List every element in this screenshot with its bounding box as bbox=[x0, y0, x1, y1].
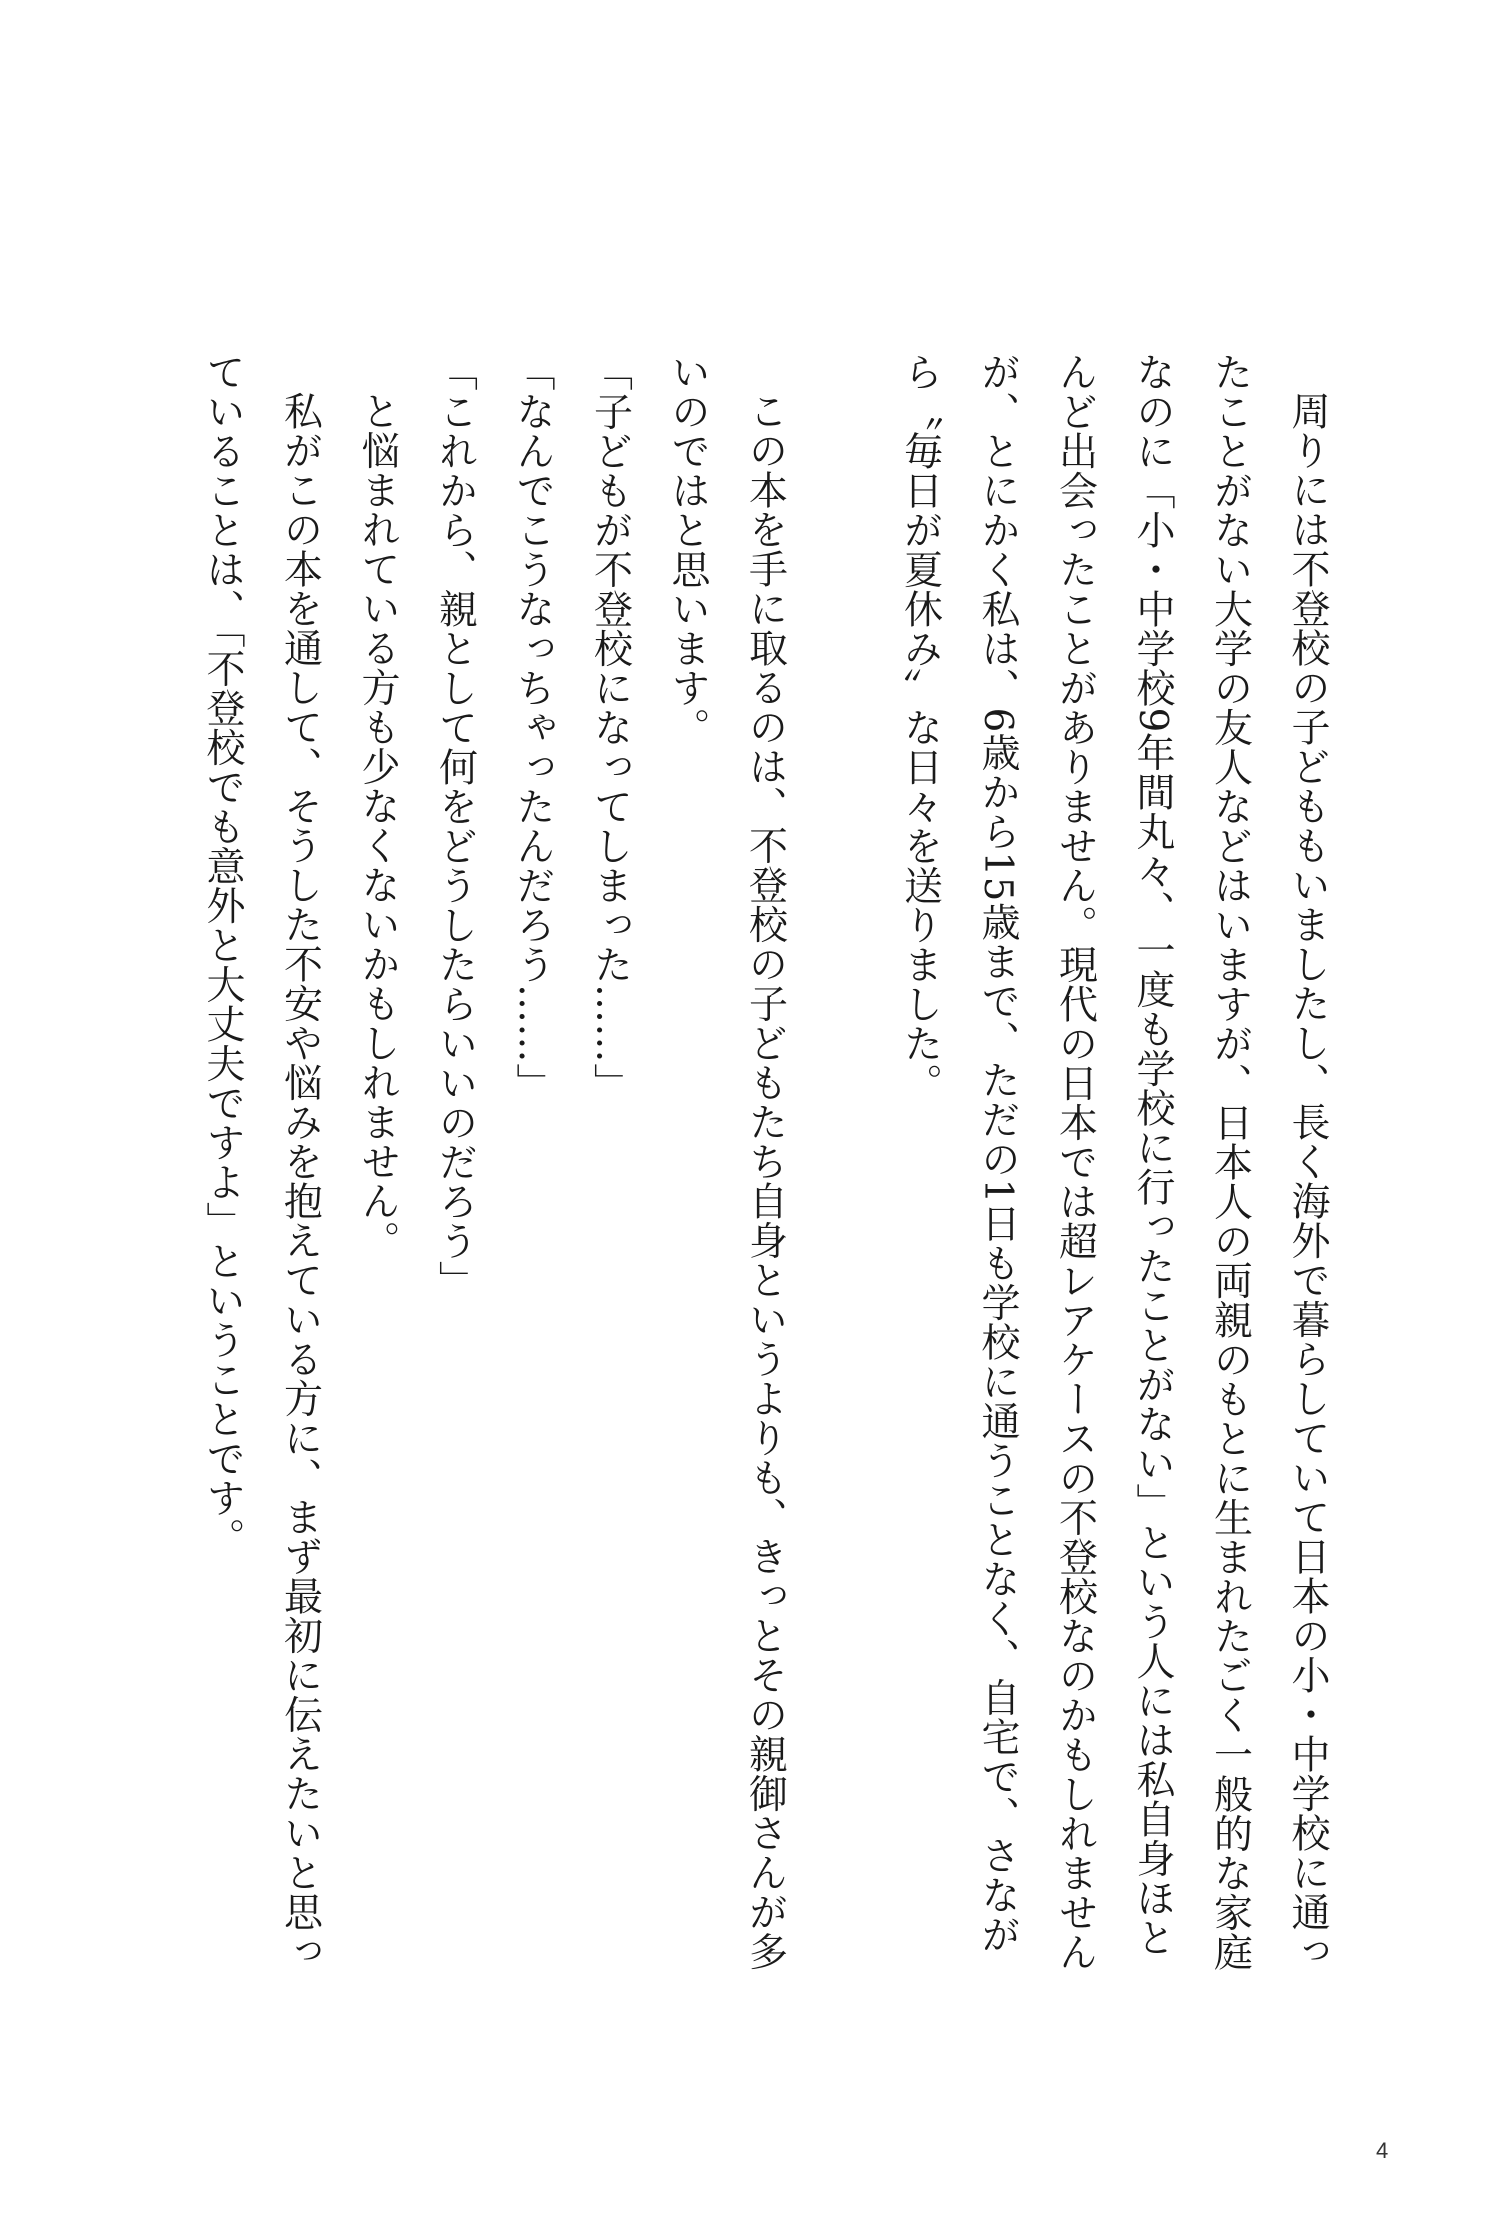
quote-line-1: 「子どもが不登校になってしまった……」 bbox=[587, 352, 633, 1103]
paragraph-message: 私がこの本を通して、そうした不安や悩みを抱えている方に、まず最初に伝えたいと思っていることは、「不登校でも意外と大丈夫ですよ」ということです。 bbox=[200, 352, 323, 1971]
paragraph-gap bbox=[804, 352, 882, 1992]
paragraph-intro: 周りには不登校の子どももいましたし、長く海外で暮らしていて日本の小・中学校に通ったことがない大学の友人などはいますが、日本人の両親のもとに生まれたごく一般的な家庭なのに「小・中学校9年間丸々、一度も学校に行ったことがない」という人には私自身ほとんど出会ったことがありません。現代の日本では超レアケースの不登校なのかもしれませんが、とにかく私は、6歳から15歳まで、ただの1日も学校に通うことなく、自宅で、さながら〝毎日が夏休み〟な日々を送りました。 bbox=[897, 352, 1330, 1972]
page-number: 4 bbox=[1376, 2138, 1389, 2163]
quote-line-3: 「これから、親として何をどうしたらいいのだろう」 bbox=[432, 352, 478, 1300]
paragraph-worries: と悩まれている方も少なくないかもしれません。 bbox=[355, 391, 400, 1260]
vertical-body-text bbox=[184, 352, 1347, 1992]
quote-line-2: 「なんでこうなっちゃったんだろう……」 bbox=[510, 352, 555, 1103]
paragraph-readers: この本を手に取るのは、不登校の子どもたち自身というよりも、きっとその親御さんが多いのではと思います。 bbox=[665, 352, 788, 1971]
